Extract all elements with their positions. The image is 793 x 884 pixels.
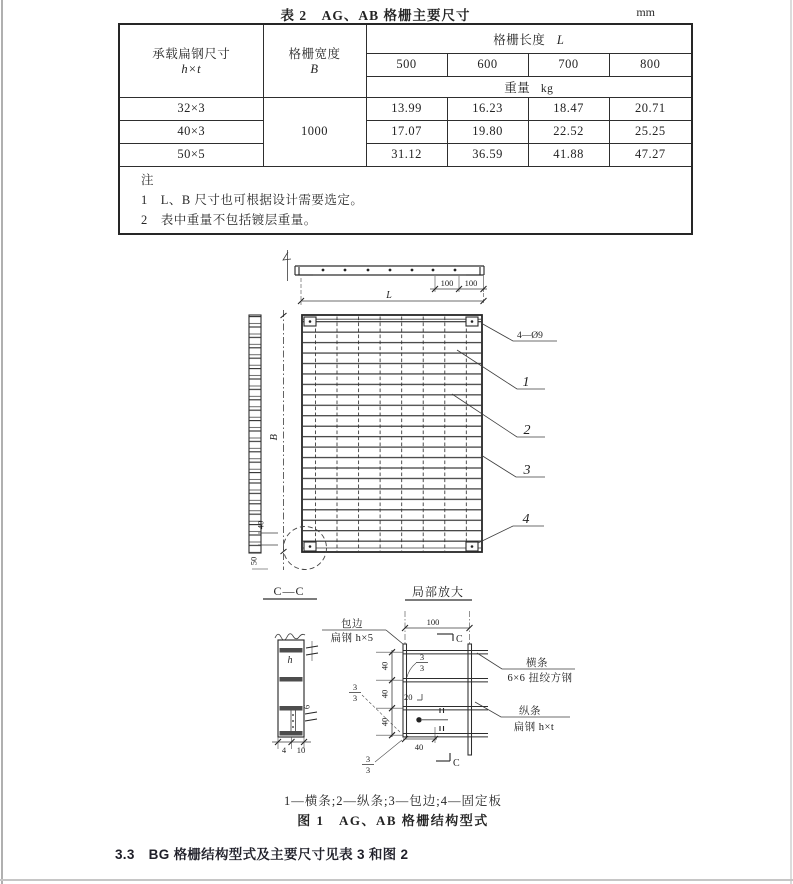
weld-3: 3 xyxy=(419,663,425,673)
cell-weight: 31.12 xyxy=(366,143,447,166)
note-1: 1 L、B 尺寸也可根据设计需要选定。 xyxy=(141,192,364,207)
dim-100-100 xyxy=(430,276,487,292)
section-mark-c-bottom-label: C xyxy=(453,758,460,769)
dim-B-label: B xyxy=(269,433,280,441)
cell-weight: 41.88 xyxy=(528,143,609,166)
cell-size-32x3: 32×3 xyxy=(119,97,263,120)
weld-3: 3 xyxy=(365,765,371,775)
header-length-600: 600 xyxy=(447,53,528,76)
label-edge-binding xyxy=(322,617,403,644)
header-steel-size-symbol: h×t xyxy=(181,62,202,77)
bearing-bar xyxy=(468,644,472,755)
elevation-view xyxy=(283,250,487,305)
notes-title: 注 xyxy=(141,172,155,187)
table-title: 表 2 AG、AB 格栅主要尺寸 xyxy=(280,8,471,23)
rivet-detail xyxy=(416,708,448,731)
cell-weight: 47.27 xyxy=(609,143,692,166)
dim-40-label: 40 xyxy=(255,520,266,530)
weld-symbol-c xyxy=(362,740,402,775)
part-label-1: 1 xyxy=(522,375,530,390)
dim-100-left: 100 xyxy=(440,278,454,288)
dim-h-label: h xyxy=(287,655,293,666)
header-weight-label: 重量 xyxy=(504,80,531,95)
section-heading-3-3 xyxy=(115,843,408,863)
cell-width-1000: 1000 xyxy=(263,97,366,166)
weld-3: 3 xyxy=(352,693,358,703)
weld-3: 3 xyxy=(419,652,425,662)
header-weight-unit: kg xyxy=(540,82,554,95)
cell-size-40x3: 40×3 xyxy=(119,120,263,143)
cell-weight: 25.25 xyxy=(609,120,692,143)
side-strip xyxy=(249,315,261,553)
dim-L-label: L xyxy=(386,290,392,301)
cell-size-50x5: 50×5 xyxy=(119,143,263,166)
section-cc-title: C—C xyxy=(273,584,305,598)
dim-4-label: 4 xyxy=(281,745,287,755)
plan-view xyxy=(249,310,558,570)
detail-title: 局部放大 xyxy=(411,585,465,599)
figure-parts-caption: 1—横条;2—纵条;3—包边;4—固定板 xyxy=(284,794,502,808)
figure-title-caption: 图 1 AG、AB 格栅结构型式 xyxy=(297,813,489,828)
holes-label: 4—Ø9 xyxy=(517,331,543,341)
dim-40-c: 40 xyxy=(379,717,390,727)
weld-flag-mark xyxy=(283,250,291,281)
cell-weight: 17.07 xyxy=(366,120,447,143)
edge-bar xyxy=(403,644,407,737)
dim-40-b: 40 xyxy=(379,689,390,699)
cell-weight: 19.80 xyxy=(447,120,528,143)
cell-weight: 13.99 xyxy=(366,97,447,120)
dim-width-B xyxy=(269,310,287,570)
cell-weight: 16.23 xyxy=(447,97,528,120)
dim-100-right: 100 xyxy=(464,278,478,288)
table-unit-label: mm xyxy=(636,5,655,19)
label-cross-bar xyxy=(477,653,575,684)
section-cc-view xyxy=(263,584,318,755)
weld-3: 3 xyxy=(365,754,371,764)
dim-10-label: 10 xyxy=(296,745,306,755)
section-number: 3.3 xyxy=(115,847,135,862)
long-label-spec: 扁钢 h×t xyxy=(513,722,555,733)
header-grating-width-label: 格栅宽度 xyxy=(288,47,341,62)
header-length-700: 700 xyxy=(528,53,609,76)
dim-4-10 xyxy=(272,737,311,755)
dim-20-label: 20 xyxy=(404,692,413,702)
detail-view xyxy=(322,584,575,775)
cell-weight: 20.71 xyxy=(609,97,692,120)
label-bearing-bar xyxy=(475,702,570,733)
dim-length-L xyxy=(298,278,487,305)
dim-20 xyxy=(404,692,422,702)
weld-symbol-a xyxy=(407,652,428,677)
long-label-name: 纵条 xyxy=(519,706,541,717)
edge-label-name: 包边 xyxy=(341,619,363,630)
cell-weight: 36.59 xyxy=(447,143,528,166)
dim-40-a: 40 xyxy=(379,661,390,671)
dim-100-label: 100 xyxy=(426,617,440,627)
cell-weight: 18.47 xyxy=(528,97,609,120)
dim-40-bottom xyxy=(402,727,438,752)
dim-100-detail xyxy=(402,617,473,631)
section-mark-c-bottom xyxy=(436,753,460,769)
header-length-800: 800 xyxy=(609,53,692,76)
cross-label-spec: 6×6 扭绞方钢 xyxy=(507,673,573,684)
dim-40-bottom-label: 40 xyxy=(414,742,424,752)
dim-6-label: 6 xyxy=(301,704,312,710)
header-grating-length-symbol: L xyxy=(556,32,565,47)
part-label-2: 2 xyxy=(523,423,531,438)
section-mark-c-top xyxy=(437,634,463,645)
edge-label-spec: 扁钢 h×5 xyxy=(330,633,374,644)
grating-grid xyxy=(284,315,483,570)
cross-label-name: 横条 xyxy=(526,658,548,669)
header-grating-length-label: 格栅长度 xyxy=(493,32,546,47)
cell-weight: 22.52 xyxy=(528,120,609,143)
dim-50-label: 50 xyxy=(248,556,259,566)
part-label-3: 3 xyxy=(523,463,531,478)
header-length-500: 500 xyxy=(366,53,447,76)
part-label-4: 4 xyxy=(522,512,530,527)
weld-3: 3 xyxy=(352,682,358,692)
header-steel-size-label: 承载扁钢尺寸 xyxy=(152,47,231,62)
header-grating-width-symbol: B xyxy=(310,62,319,77)
section-text: BG 格栅结构型式及主要尺寸见表 3 和图 2 xyxy=(148,847,409,862)
note-2: 2 表中重量不包括镀层重量。 xyxy=(141,212,317,227)
section-mark-c-top-label: C xyxy=(456,634,463,645)
